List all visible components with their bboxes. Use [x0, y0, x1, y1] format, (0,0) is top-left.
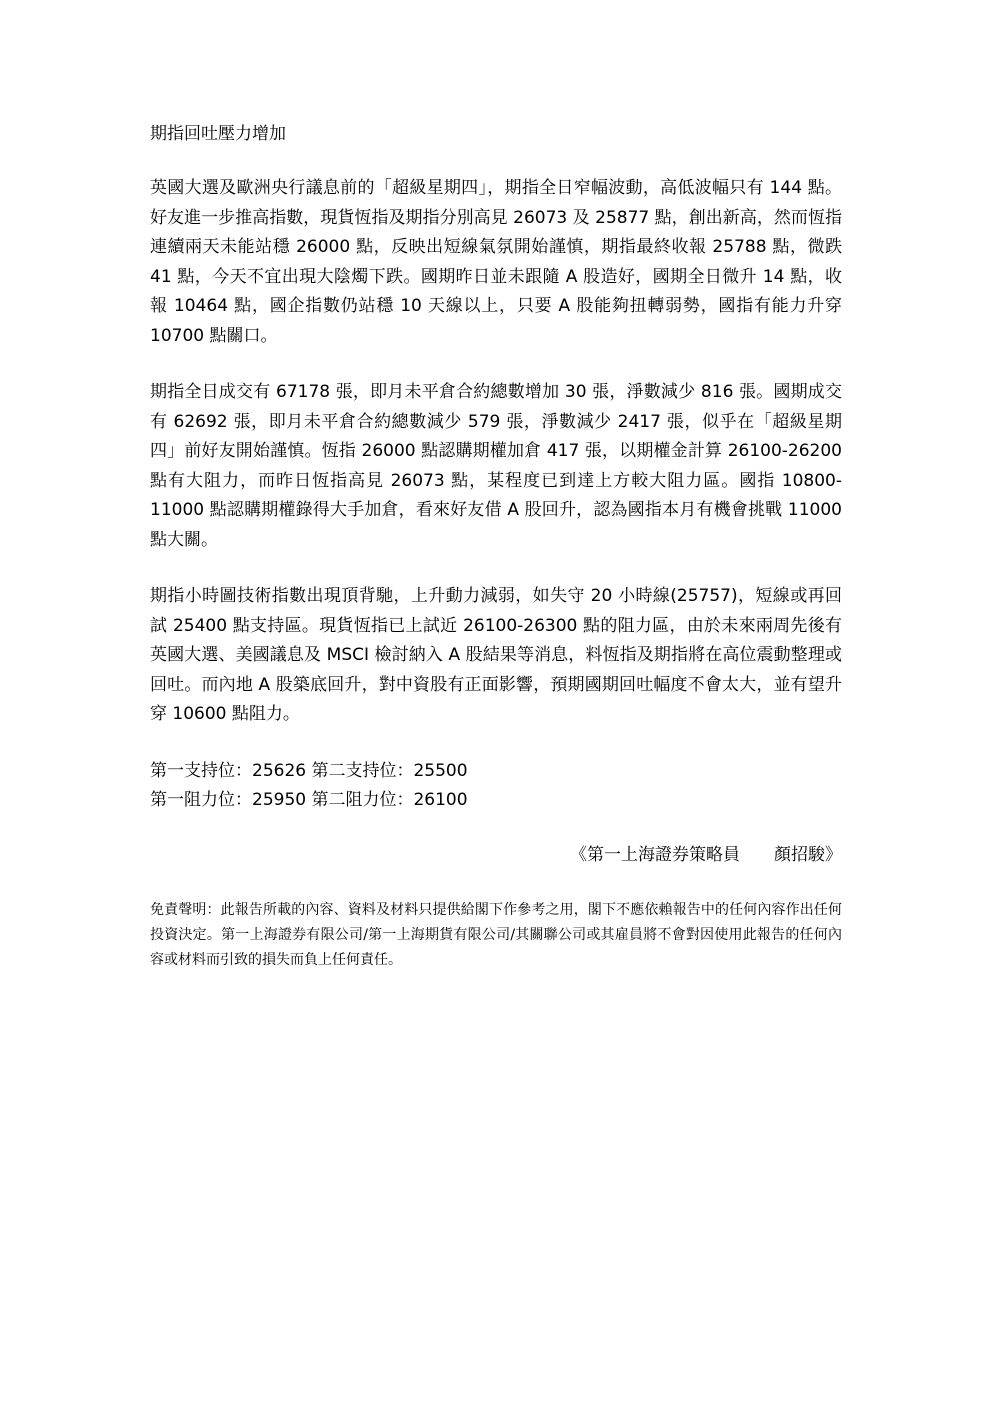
document-body — [150, 120, 842, 973]
paragraph-market-summary: 英國大選及歐洲央行議息前的「超級星期四」，期指全日窄幅波動，高低波幅只有 144 點。好友進一步推高指數，現貨恆指及期指分別高見 26073 及 25877 點，創出新高，然而恆指連續兩天未能站穩 26000 點，反映出短線氣氛開始謹慎，期指最終收報 25788 點，微跌 41 點，今天不宜出現大陰燭下跌。國期昨日並未跟隨 A 股造好，國期全日微升 14 點，收報 10464 點，國企指數仍站穩 10 天線以上，只要 A 股能夠扭轉弱勢，國指有能力升穿 10700 點關口。 — [150, 178, 842, 346]
disclaimer-text: 免責聲明：此報告所載的內容、資料及材料只提供給閣下作參考之用，閣下不應依賴報告中的任何內容作出任何投資決定。第一上海證券有限公司/第一上海期貨有限公司/其關聯公司或其雇員將不會對因使用此報告的任何內容或材料而引致的損失而負上任何責任。 — [150, 901, 842, 968]
author-signature: 《第一上海證券策略員 顏招駿》 — [570, 844, 842, 865]
document-title: 期指回吐壓力增加 — [150, 124, 286, 144]
paragraph-technical-outlook: 期指小時圖技術指數出現頂背馳，上升動力減弱，如失守 20 小時線(25757)，短線或再回試 25400 點支持區。現貨恆指已上試近 26100-26300 點的阻力區，由於未來兩周先後有英國大選、美國議息及 MSCI 檢討納入 A 股結果等消息，料恆指及期指將在高位震動整理或回吐。而內地 A 股築底回升，對中資股有正面影響，預期國期回吐幅度不會太大，並有望升穿 10600 點阻力。 — [150, 586, 842, 724]
support-levels: 第一支持位：25626 第二支持位：25500 — [150, 760, 468, 781]
resistance-levels: 第一阻力位：25950 第二阻力位：26100 — [150, 790, 468, 810]
support-resistance-levels — [150, 757, 842, 816]
paragraph-volume-options: 期指全日成交有 67178 張，即月未平倉合約總數增加 30 張，淨數減少 816 張。國期成交有 62692 張，即月未平倉合約總數減少 579 張，淨數減少 2417 張，似乎在「超級星期四」前好友開始謹慎。恆指 26000 點認購期權加倉 417 張，以期權金計算 26100-26200 點有大阻力，而昨日恆指高見 26073 點，某程度已到達上方較大阻力區。國指 10800-11000 點認購期權錄得大手加倉，看來好友借 A 股回升，認為國指本月有機會挑戰 11000 點大關。 — [150, 382, 842, 550]
